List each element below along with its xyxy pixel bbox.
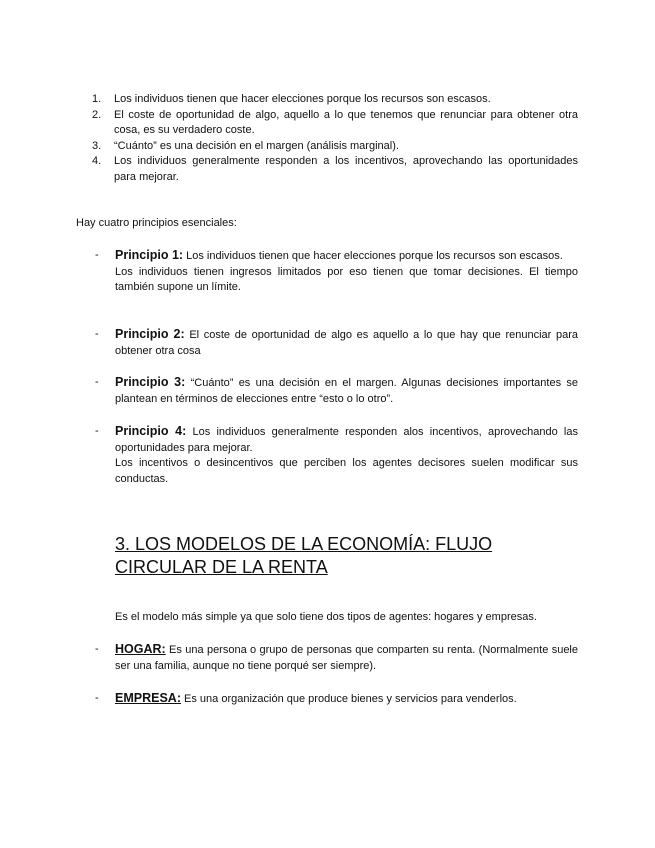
list-number: 2. <box>92 108 102 121</box>
principle-extra: Los incentivos o desincentivos que perciben los agentes decisores suelen modificar sus conductas. <box>115 457 578 485</box>
list-number: 1. <box>92 93 102 105</box>
dash-bullet: - <box>95 328 99 340</box>
agent-text: Es una organización que produce bienes y servicios para venderlos. <box>180 693 517 705</box>
agent-item <box>95 642 578 674</box>
principle-item <box>95 248 578 296</box>
agent-text: Es una persona o grupo de personas que comparten su renta. (Normalmente suele ser una familia, aunque no tiene porqué ser siempre). <box>115 644 578 672</box>
dash-bullet: - <box>95 249 99 261</box>
list-item-text: “Cuánto” es una decisión en el margen (análisis marginal). <box>114 139 399 152</box>
principle-label: Principio 1: <box>115 248 184 262</box>
principle-text: “Cuánto” es una decisión en el margen. Algunas decisiones importantes se plantean en términos de elecciones entre “esto o lo otro”. <box>115 377 578 405</box>
dash-bullet: - <box>95 425 99 437</box>
dash-bullet: - <box>95 376 99 388</box>
section-intro: Es el modelo más simple ya que solo tiene dos tipos de agentes: hogares y empresas. <box>115 611 537 623</box>
principle-text: El coste de oportunidad de algo es aquello a lo que hay que renunciar para obtener otra cosa <box>115 329 578 357</box>
principle-text: Los individuos generalmente responden alos incentivos, aprovechando las oportunidades para mejorar. <box>115 426 578 454</box>
agent-item <box>95 691 578 708</box>
agent-label: EMPRESA: <box>115 691 181 705</box>
numbered-list <box>92 92 578 186</box>
list-number: 4. <box>92 155 102 168</box>
dash-bullet: - <box>95 643 99 655</box>
principle-label: Principio 4: <box>115 424 187 438</box>
principle-label: Principio 2: <box>115 327 185 341</box>
principle-item <box>95 327 578 359</box>
list-item <box>92 92 578 108</box>
principle-label: Principio 3: <box>115 375 186 389</box>
list-item-text: Los individuos tienen que hacer elecciones porque los recursos son escasos. <box>114 93 491 105</box>
list-item-text: Los individuos generalmente responden a los incentivos, aprovechando las oportunidades para mejorar. <box>114 155 578 183</box>
principle-item <box>95 375 578 407</box>
list-number: 3. <box>92 139 102 152</box>
principle-item <box>95 424 578 487</box>
agent-label: HOGAR: <box>115 642 166 656</box>
list-item <box>92 108 578 139</box>
dash-bullet: - <box>95 692 99 704</box>
principle-text: Los individuos tienen que hacer elecciones porque los recursos son escasos. <box>183 250 563 262</box>
section-heading: 3. LOS MODELOS DE LA ECONOMÍA: FLUJO CIRCULAR DE LA RENTA <box>115 534 493 577</box>
list-item-text: El coste de oportunidad de algo, aquello a lo que tenemos que renunciar para obtener otra cosa, es su verdadero coste. <box>114 108 578 137</box>
principle-extra: Los individuos tienen ingresos limitados por eso tienen que tomar decisiones. El tiempo también supone un límite. <box>115 265 578 294</box>
list-item <box>92 139 578 155</box>
list-item <box>92 154 578 185</box>
principles-intro: Hay cuatro principios esenciales: <box>76 217 237 229</box>
